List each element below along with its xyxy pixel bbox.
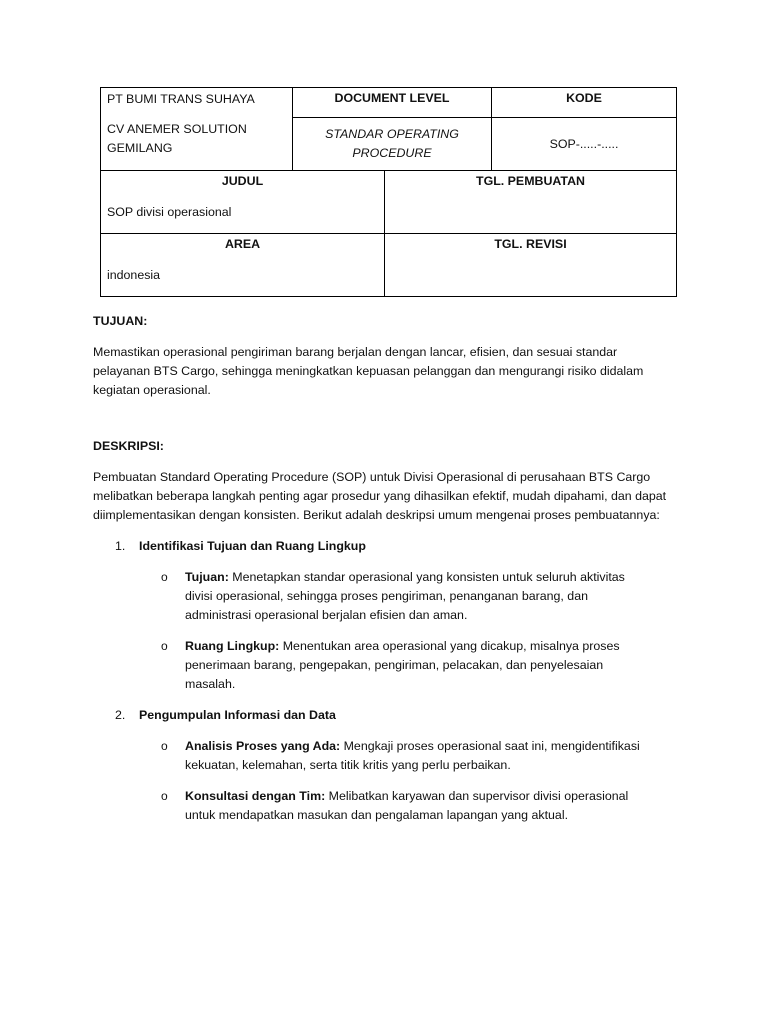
document-level-value <box>293 118 491 170</box>
step-number: 1. <box>115 539 126 553</box>
list-item <box>93 787 673 825</box>
judul-cell <box>101 171 385 233</box>
tujuan-heading: TUJUAN: <box>93 314 148 328</box>
step-1 <box>93 537 673 556</box>
kode-label: KODE <box>492 88 676 118</box>
document-level-value-line1: STANDAR OPERATING <box>325 127 459 141</box>
kode-value: SOP-.....-..... <box>549 136 619 151</box>
item-text: Menentukan area operasional yang dicakup, misalnya proses penerimaan barang, pengepakan, pengiriman, pelacakan, dan penyelesaian masalah. <box>185 639 620 691</box>
area-cell <box>101 234 385 296</box>
header-row-2 <box>101 171 676 234</box>
company-name-2-cont: GEMILANG <box>107 141 173 155</box>
company-name-2: CV ANEMER SOLUTION <box>107 122 247 136</box>
deskripsi-paragraph: Pembuatan Standard Operating Procedure (SOP) untuk Divisi Operasional di perusahaan BTS Cargo melibatkan beberapa langkah penting agar prosedur yang dihasilkan efektif, mudah dipahami, dan dapat diimplementasikan dengan konsisten. Berikut adalah deskripsi umum mengenai proses pembuatannya: <box>93 470 667 522</box>
deskripsi-heading: DESKRIPSI: <box>93 439 164 453</box>
item-label: Ruang Lingkup: <box>185 639 280 653</box>
tgl-revisi-label: TGL. REVISI <box>494 237 567 251</box>
bullet-circle-icon: o <box>161 789 168 803</box>
document-level-cell <box>293 88 492 170</box>
list-item <box>93 568 673 625</box>
item-label: Tujuan: <box>185 570 229 584</box>
list-item <box>93 737 673 775</box>
item-text: Mengkaji proses operasional saat ini, mengidentifikasi kekuatan, kelemahan, serta titik kritis yang perlu perbaikan. <box>185 739 640 772</box>
tujuan-paragraph: Memastikan operasional pengiriman barang berjalan dengan lancar, efisien, dan sesuai standar pelayanan BTS Cargo, sehingga meningkatkan kepuasan pelanggan dan mengurangi risiko didalam kegiatan operasional. <box>93 345 644 397</box>
bullet-circle-icon: o <box>161 639 168 653</box>
item-text: Melibatkan karyawan dan supervisor divisi operasional untuk mendapatkan masukan dan pengalaman lapangan yang aktual. <box>185 789 629 822</box>
area-label: AREA <box>224 237 261 251</box>
item-label: Analisis Proses yang Ada: <box>185 739 341 753</box>
step-title: Identifikasi Tujuan dan Ruang Lingkup <box>139 539 366 553</box>
bullet-circle-icon: o <box>161 739 168 753</box>
kode-cell <box>492 88 676 170</box>
document-body <box>93 312 673 825</box>
document-level-value-line2: PROCEDURE <box>352 146 432 160</box>
tgl-pembuatan-cell <box>385 171 676 233</box>
judul-label: JUDUL <box>221 174 264 188</box>
bullet-circle-icon: o <box>161 570 168 584</box>
document-level-label: DOCUMENT LEVEL <box>293 88 491 118</box>
list-item <box>93 637 673 694</box>
company-cell <box>101 88 293 170</box>
judul-value: SOP divisi operasional <box>107 205 232 219</box>
item-label: Konsultasi dengan Tim: <box>185 789 326 803</box>
step-number: 2. <box>115 708 126 722</box>
tgl-revisi-cell <box>385 234 676 296</box>
area-value: indonesia <box>107 268 161 282</box>
step-title: Pengumpulan Informasi dan Data <box>139 708 336 722</box>
header-row-3 <box>101 234 676 296</box>
step-2 <box>93 706 673 725</box>
header-table <box>100 87 677 297</box>
tgl-pembuatan-label: TGL. PEMBUATAN <box>476 174 585 188</box>
header-row-1 <box>101 88 676 171</box>
company-name-1: PT BUMI TRANS SUHAYA <box>107 92 255 106</box>
item-text: Menetapkan standar operasional yang konsisten untuk seluruh aktivitas divisi operasional, sehingga proses pengiriman, penanganan barang, dan administrasi operasional berjalan efisien dan aman. <box>185 570 625 622</box>
